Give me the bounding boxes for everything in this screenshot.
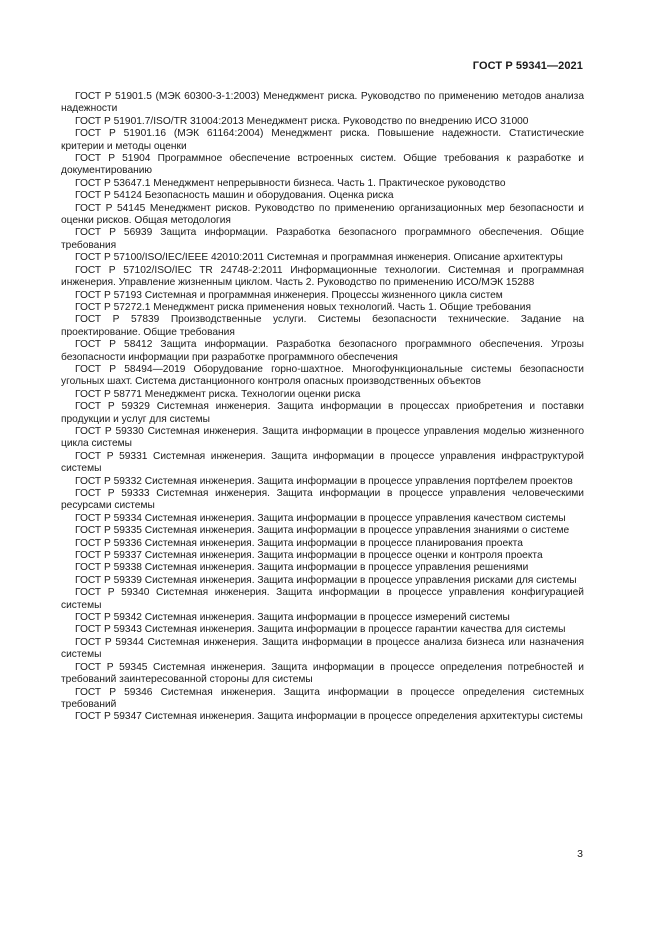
reference-item: ГОСТ Р 51901.7/ISO/TR 31004:2013 Менеджмент риска. Руководство по внедрению ИСО 31000 (75, 115, 529, 127)
document-header-code: ГОСТ Р 59341—2021 (472, 60, 583, 72)
reference-item: ГОСТ Р 59344 Системная инженерия. Защита информации в процессе анализа бизнеса или назначения системы (61, 636, 584, 661)
reference-item: ГОСТ Р 59346 Системная инженерия. Защита информации в процессе определения системных требований (61, 686, 584, 710)
page-number: 3 (577, 848, 583, 860)
reference-item: ГОСТ Р 57100/ISO/IEC/IEEE 42010:2011 Системная и программная инженерия. Описание архитектуры (75, 252, 563, 264)
reference-item: ГОСТ Р 54145 Менеджмент рисков. Руководство по применению организационных мер безопасности и оценки рисков. Общая методология (61, 202, 584, 227)
reference-item: ГОСТ Р 58494—2019 Оборудование горно-шахтное. Многофункциональные системы безопасности угольных шахт. Система дистанционного контроля опасных производственных объектов (61, 363, 584, 388)
reference-item: ГОСТ Р 59330 Системная инженерия. Защита информации в процессе управления моделью жизненного цикла системы (61, 425, 584, 450)
reference-item: ГОСТ Р 59342 Системная инженерия. Защита информации в процессе измерений системы (75, 612, 510, 624)
reference-item: ГОСТ Р 57102/ISO/IEC TR 24748-2:2011 Информационные технологии. Системная и программная инженерия. Управление жизненным циклом. Часть 2. Руководство по применению ИСО/МЭК 15288 (61, 264, 584, 289)
reference-item: ГОСТ Р 54124 Безопасность машин и оборудования. Оценка риска (75, 190, 394, 202)
reference-item: ГОСТ Р 51901.16 (МЭК 61164:2004) Менеджмент риска. Повышение надежности. Статистические критерии и методы оценки (61, 128, 584, 152)
reference-item: ГОСТ Р 58412 Защита информации. Разработка безопасного программного обеспечения. Угрозы безопасности информации при разработке программного обеспечения (61, 339, 584, 363)
reference-item: ГОСТ Р 56939 Защита информации. Разработка безопасного программного обеспечения. Общие требования (61, 227, 584, 251)
reference-item: ГОСТ Р 57272.1 Менеджмент риска применения новых технологий. Часть 1. Общие требования (75, 301, 532, 313)
reference-item: ГОСТ Р 59343 Системная инженерия. Защита информации в процессе гарантии качества для системы (75, 624, 566, 636)
reference-item: ГОСТ Р 59335 Системная инженерия. Защита информации в процессе управления знаниями о системе (75, 525, 570, 537)
reference-item: ГОСТ Р 59332 Системная инженерия. Защита информации в процессе управления портфелем проектов (75, 475, 573, 487)
reference-item: ГОСТ Р 59329 Системная инженерия. Защита информации в процессах приобретения и поставки продукции и услуг для системы (61, 401, 584, 425)
reference-item: ГОСТ Р 59337 Системная инженерия. Защита информации в процессе оценки и контроля проекта (75, 550, 543, 562)
reference-item: ГОСТ Р 59338 Системная инженерия. Защита информации в процессе управления решениями (75, 562, 529, 574)
reference-item: ГОСТ Р 59345 Системная инженерия. Защита информации в процессе определения потребностей и требований заинтересованной стороны для системы (61, 661, 584, 686)
reference-item: ГОСТ Р 58771 Менеджмент риска. Технологии оценки риска (75, 388, 361, 400)
reference-item: ГОСТ Р 59347 Системная инженерия. Защита информации в процессе определения архитектуры системы (75, 711, 583, 723)
reference-item: ГОСТ Р 59340 Системная инженерия. Защита информации в процессе управления конфигурацией системы (61, 587, 584, 611)
reference-item: ГОСТ Р 51901.5 (МЭК 60300-3-1:2003) Менеджмент риска. Руководство по применению методов анализа надежности (61, 91, 584, 115)
normative-references-list (61, 91, 584, 724)
reference-item: ГОСТ Р 59336 Системная инженерия. Защита информации в процессе планирования проекта (75, 537, 523, 549)
reference-item: ГОСТ Р 53647.1 Менеджмент непрерывности бизнеса. Часть 1. Практическое руководство (75, 177, 506, 189)
reference-item: ГОСТ Р 51904 Программное обеспечение встроенных систем. Общие требования к разработке и документированию (61, 153, 584, 177)
reference-item: ГОСТ Р 59339 Системная инженерия. Защита информации в процессе управления рисками для системы (75, 574, 577, 586)
reference-item: ГОСТ Р 59333 Системная инженерия. Защита информации в процессе управления человеческими ресурсами системы (61, 488, 584, 512)
reference-item: ГОСТ Р 59331 Системная инженерия. Защита информации в процессе управления инфраструктурой системы (61, 450, 584, 475)
reference-item: ГОСТ Р 57839 Производственные услуги. Системы безопасности технические. Задание на проектирование. Общие требования (61, 314, 584, 338)
reference-item: ГОСТ Р 59334 Системная инженерия. Защита информации в процессе управления качеством системы (75, 512, 566, 524)
reference-item: ГОСТ Р 57193 Системная и программная инженерия. Процессы жизненного цикла систем (75, 289, 503, 301)
